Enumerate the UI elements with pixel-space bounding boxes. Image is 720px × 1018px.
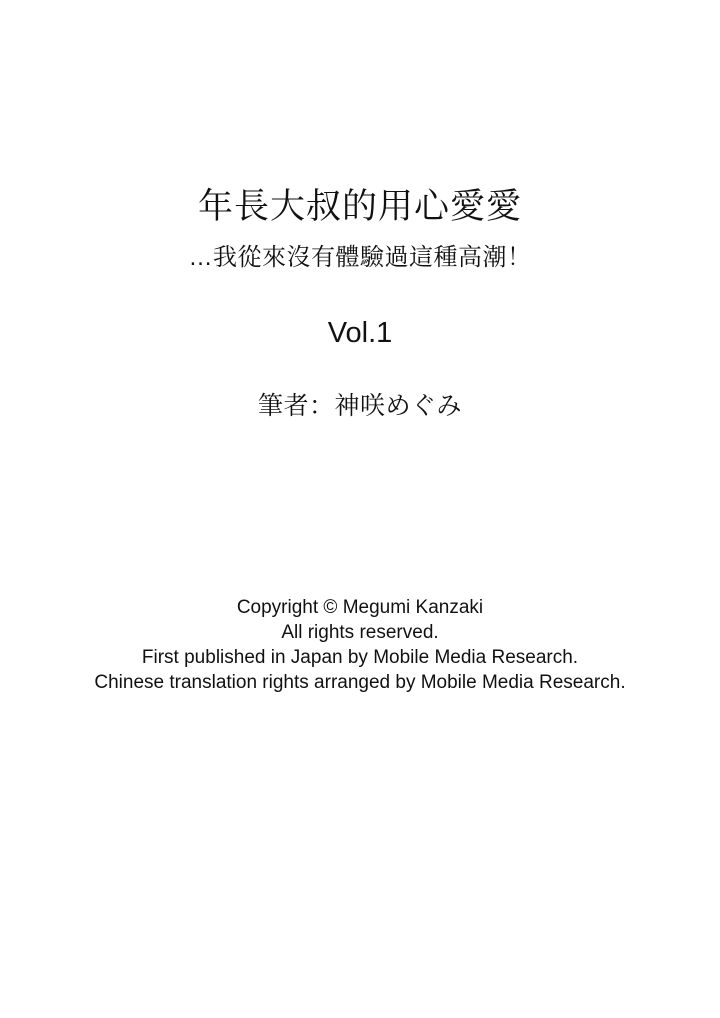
copyright-line: First published in Japan by Mobile Media Research. [141, 647, 579, 668]
author-credit: 筆者：神咲めぐみ [257, 392, 462, 420]
copyright-block [0, 595, 720, 695]
book-title: 年長大叔的用心愛愛 [197, 187, 522, 226]
copyright-line: All rights reserved. [281, 622, 439, 643]
book-subtitle: …我從來沒有體驗過這種高潮！ [188, 244, 532, 271]
copyright-line: Chinese translation rights arranged by Mobile Media Research. [94, 672, 626, 693]
volume-label: Vol.1 [327, 317, 393, 349]
copyright-line: Copyright © Megumi Kanzaki [236, 597, 484, 618]
